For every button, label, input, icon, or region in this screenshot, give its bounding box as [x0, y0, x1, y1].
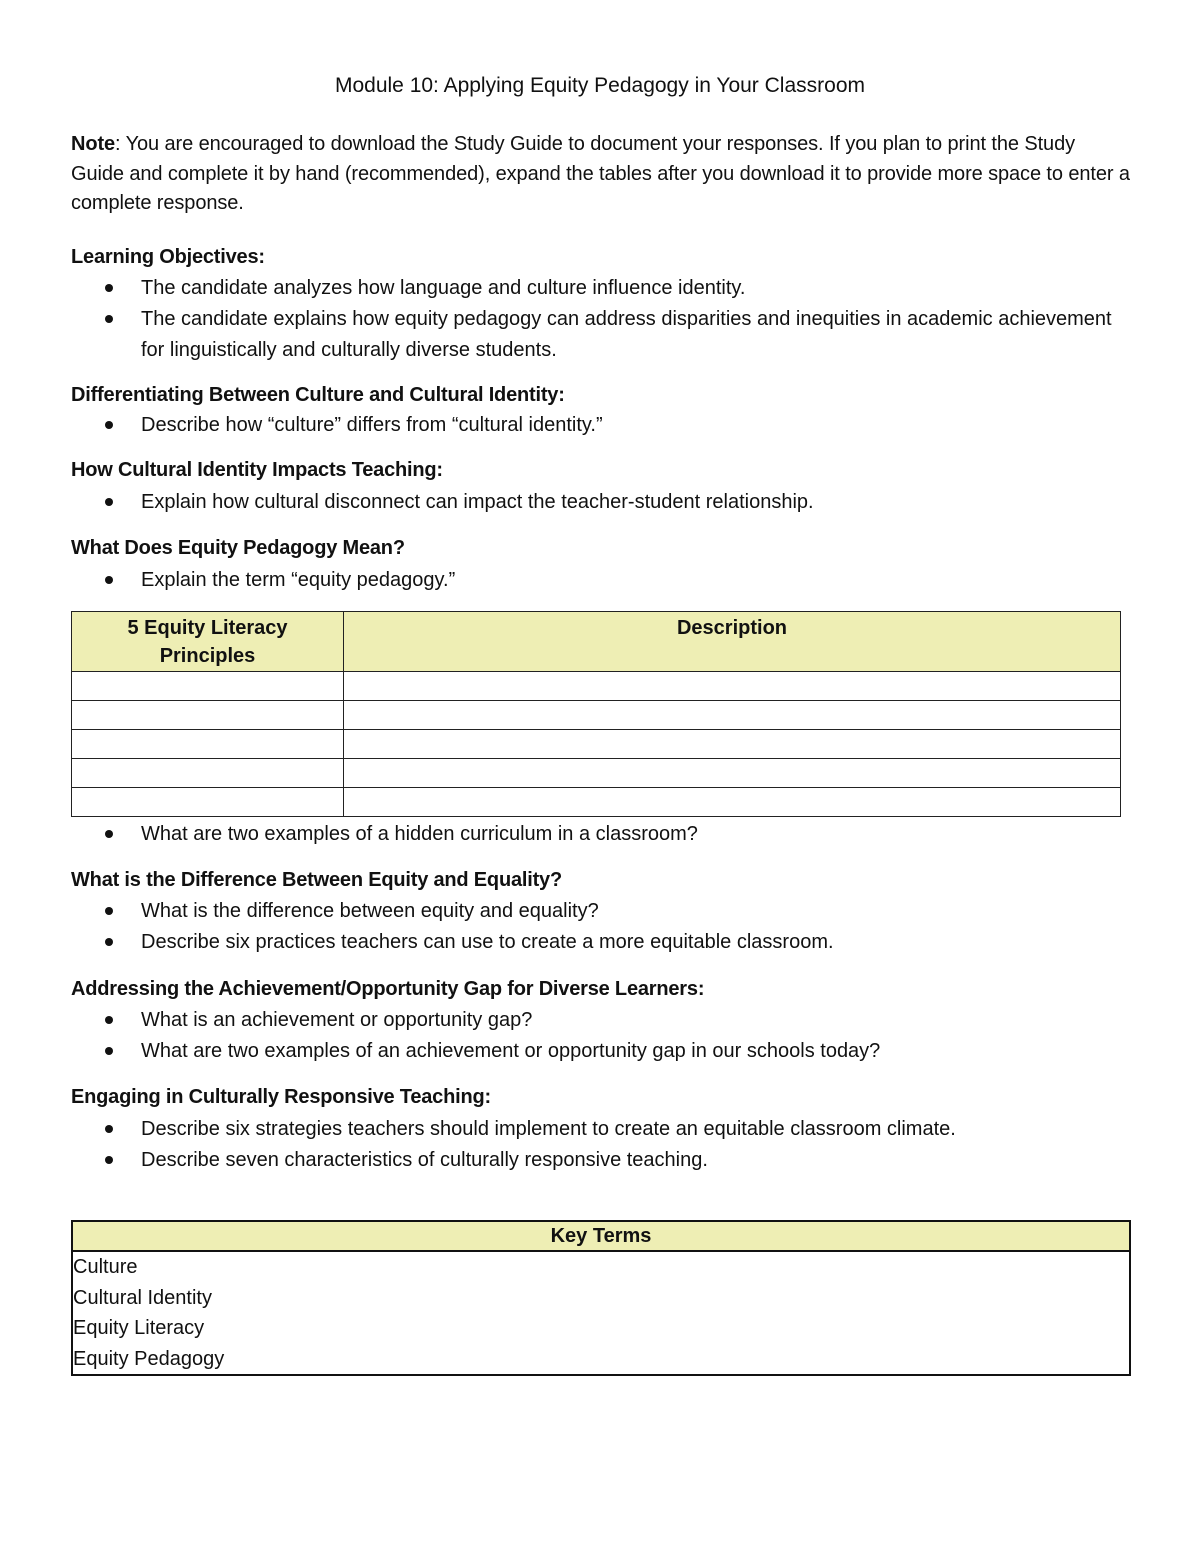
difference-item: What is the difference between equity and equality?: [141, 896, 1131, 927]
difference-item: Describe six practices teachers can use to create a more equitable classroom.: [141, 927, 1131, 958]
description-cell[interactable]: [344, 701, 1121, 730]
key-terms-heading: Key Terms: [73, 1222, 1129, 1252]
key-term-item: Equity Pedagogy: [73, 1347, 225, 1370]
responsive-item: Describe seven characteristics of culturally responsive teaching.: [141, 1145, 1131, 1176]
principles-header-row: [72, 612, 1121, 672]
note-paragraph: [71, 130, 1131, 219]
heading-learning-objectives: Learning Objectives:: [71, 246, 265, 268]
table-row: [72, 788, 1121, 817]
principles-col-header-line1: 5 Equity Literacy: [127, 617, 288, 639]
principle-cell[interactable]: [72, 672, 344, 701]
table-row: [72, 730, 1121, 759]
table-row: [72, 701, 1121, 730]
description-cell[interactable]: [344, 788, 1121, 817]
description-cell[interactable]: [344, 672, 1121, 701]
description-cell[interactable]: [344, 730, 1121, 759]
principles-col-header-line2: Principles: [159, 645, 256, 667]
page-title: Module 10: Applying Equity Pedagogy in Your Classroom: [334, 74, 865, 97]
table-row: [72, 672, 1121, 701]
responsive-item: Describe six strategies teachers should implement to create an equitable classroom climate.: [141, 1114, 1131, 1145]
principle-cell[interactable]: [72, 759, 344, 788]
heading-culturally-responsive: Engaging in Culturally Responsive Teaching:: [71, 1086, 491, 1108]
impacts-item: Explain how cultural disconnect can impact the teacher-student relationship.: [141, 487, 1131, 518]
key-term-item: Culture: [73, 1256, 138, 1278]
equity-pedagogy-item: Explain the term “equity pedagogy.”: [141, 565, 1131, 596]
description-col-header: Description: [344, 612, 1121, 672]
gap-item: What are two examples of an achievement or opportunity gap in our schools today?: [141, 1036, 1131, 1067]
principle-cell[interactable]: [72, 701, 344, 730]
heading-cultural-identity-impacts: How Cultural Identity Impacts Teaching:: [71, 459, 443, 481]
note-text: : You are encouraged to download the Study Guide to document your responses. If you plan to print the Study Guide and complete it by hand (recommended), expand the tables after you download it to provide more space to enter a complete response.: [71, 133, 1130, 214]
hidden-curriculum-item: What are two examples of a hidden curriculum in a classroom?: [141, 819, 1131, 850]
culture-item: Describe how “culture” differs from “cultural identity.”: [141, 410, 1131, 441]
description-cell[interactable]: [344, 759, 1121, 788]
objective-item: The candidate analyzes how language and culture influence identity.: [141, 273, 1131, 304]
heading-equity-vs-equality: What is the Difference Between Equity and Equality?: [71, 869, 562, 891]
key-term-item: Cultural Identity: [73, 1286, 212, 1309]
principles-col-header: [72, 612, 344, 672]
note-label: Note: [71, 133, 116, 155]
key-terms-box: [71, 1220, 1131, 1376]
principle-cell[interactable]: [72, 730, 344, 759]
equity-principles-table: [71, 611, 1121, 817]
objective-item: The candidate explains how equity pedagogy can address disparities and inequities in academic achievement for linguistically and culturally diverse students.: [141, 304, 1131, 365]
gap-item: What is an achievement or opportunity gap?: [141, 1005, 1131, 1036]
principle-cell[interactable]: [72, 788, 344, 817]
heading-achievement-gap: Addressing the Achievement/Opportunity Gap for Diverse Learners:: [71, 978, 705, 1000]
key-term-item: Equity Literacy: [73, 1317, 205, 1339]
heading-culture-vs-identity: Differentiating Between Culture and Cultural Identity:: [71, 384, 565, 406]
heading-equity-pedagogy: What Does Equity Pedagogy Mean?: [71, 537, 405, 559]
table-row: [72, 759, 1121, 788]
